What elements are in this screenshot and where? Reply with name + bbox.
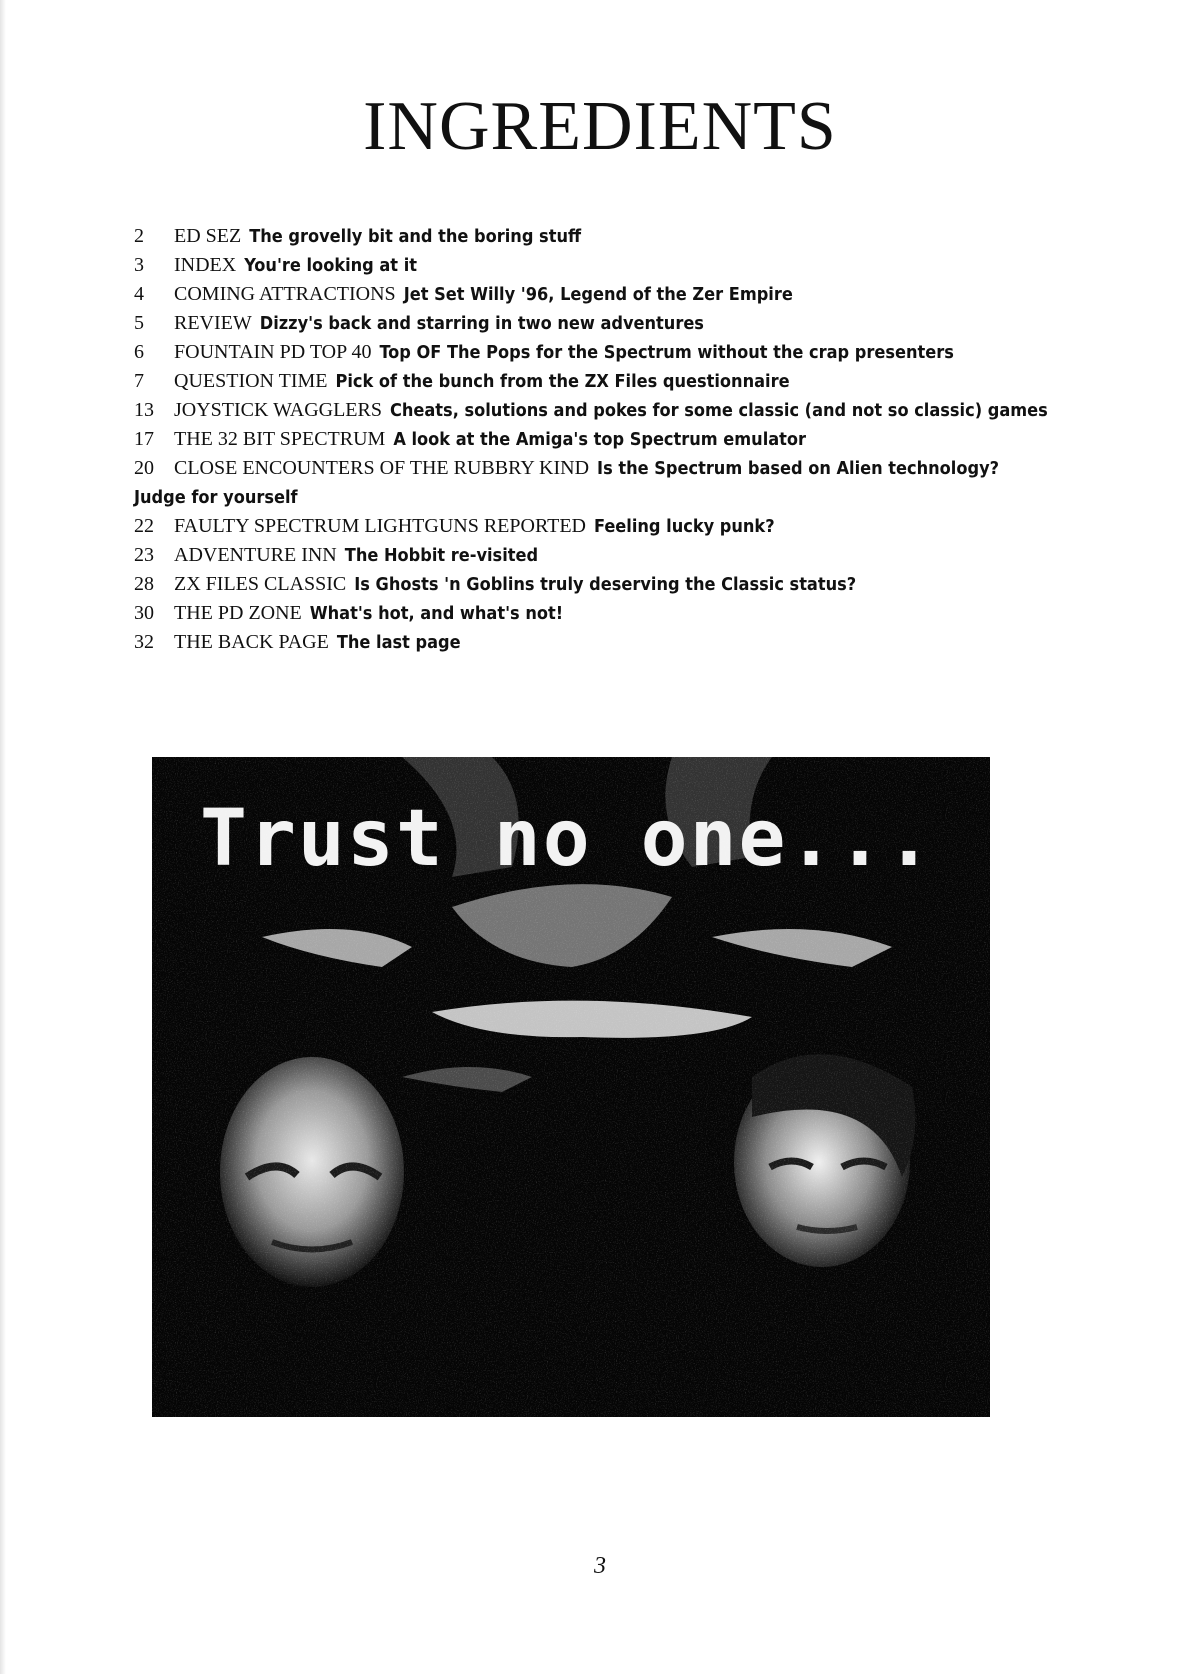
toc-description: Pick of the bunch from the ZX Files questionnaire <box>335 371 790 392</box>
toc-page-number: 23 <box>134 544 154 566</box>
toc-entry <box>134 570 1054 599</box>
toc-description: Is Ghosts 'n Goblins truly deserving the Classic status? <box>354 574 857 595</box>
toc-description: Cheats, solutions and pokes for some classic (and not so classic) games <box>389 400 1048 421</box>
toc-entry <box>134 309 1054 338</box>
toc-section-title: THE BACK PAGE <box>174 631 329 653</box>
toc-section-title: ED SEZ <box>174 225 242 247</box>
toc-section-title: THE 32 BIT SPECTRUM <box>174 428 386 450</box>
toc-entry <box>134 454 1054 512</box>
toc-section-title: REVIEW <box>174 312 252 334</box>
toc-page-number: 30 <box>134 602 154 624</box>
toc-page-number: 20 <box>134 457 154 479</box>
page-number: 3 <box>594 1553 606 1579</box>
toc-description: The last page <box>336 632 461 653</box>
toc-description: Is the Spectrum based on Alien technology? Judge for yourself <box>134 458 1000 508</box>
toc-page-number: 2 <box>134 225 144 247</box>
table-of-contents <box>134 222 1054 657</box>
toc-description: The Hobbit re-visited <box>344 545 539 566</box>
toc-section-title: QUESTION TIME <box>174 370 328 392</box>
page-title: INGREDIENTS <box>363 88 837 165</box>
toc-description: You're looking at it <box>244 255 417 276</box>
toc-page-number: 13 <box>134 399 154 421</box>
toc-page-number: 5 <box>134 312 144 334</box>
toc-description: A look at the Amiga's top Spectrum emulator <box>393 429 807 450</box>
cover-image-caption: Trust no one... <box>200 794 935 884</box>
toc-description: Dizzy's back and starring in two new adventures <box>259 313 704 334</box>
toc-page-number: 4 <box>134 283 144 305</box>
toc-description: Feeling lucky punk? <box>593 516 775 537</box>
toc-section-title: THE PD ZONE <box>174 602 302 624</box>
toc-entry <box>134 280 1054 309</box>
toc-page-number: 22 <box>134 515 154 537</box>
toc-page-number: 3 <box>134 254 144 276</box>
toc-section-title: ADVENTURE INN <box>174 544 337 566</box>
toc-section-title: JOYSTICK WAGGLERS <box>174 399 382 421</box>
toc-section-title: FOUNTAIN PD TOP 40 <box>174 341 372 363</box>
toc-entry <box>134 251 1054 280</box>
toc-entry <box>134 396 1054 425</box>
toc-entry <box>134 367 1054 396</box>
toc-description: Top OF The Pops for the Spectrum without the crap presenters <box>379 342 954 363</box>
toc-section-title: INDEX <box>174 254 237 276</box>
toc-entry <box>134 541 1054 570</box>
toc-description: Jet Set Willy '96, Legend of the Zer Empire <box>403 284 793 305</box>
grain-overlay <box>152 757 990 1417</box>
toc-page-number: 32 <box>134 631 154 653</box>
scan-edge <box>0 0 6 1674</box>
toc-entry <box>134 512 1054 541</box>
toc-section-title: ZX FILES CLASSIC <box>174 573 347 595</box>
toc-description: The grovelly bit and the boring stuff <box>249 226 582 247</box>
toc-page-number: 7 <box>134 370 144 392</box>
toc-page-number: 17 <box>134 428 154 450</box>
toc-entry <box>134 338 1054 367</box>
toc-entry <box>134 599 1054 628</box>
cover-image-art <box>152 757 990 1417</box>
toc-section-title: FAULTY SPECTRUM LIGHTGUNS REPORTED <box>174 515 586 537</box>
toc-page-number: 28 <box>134 573 154 595</box>
toc-entry <box>134 425 1054 454</box>
toc-section-title: CLOSE ENCOUNTERS OF THE RUBBRY KIND <box>174 457 590 479</box>
toc-entry <box>134 222 1054 251</box>
toc-section-title: COMING ATTRACTIONS <box>174 283 396 305</box>
toc-description: What's hot, and what's not! <box>309 603 564 624</box>
cover-image <box>152 757 990 1417</box>
toc-entry <box>134 628 1054 657</box>
toc-page-number: 6 <box>134 341 144 363</box>
